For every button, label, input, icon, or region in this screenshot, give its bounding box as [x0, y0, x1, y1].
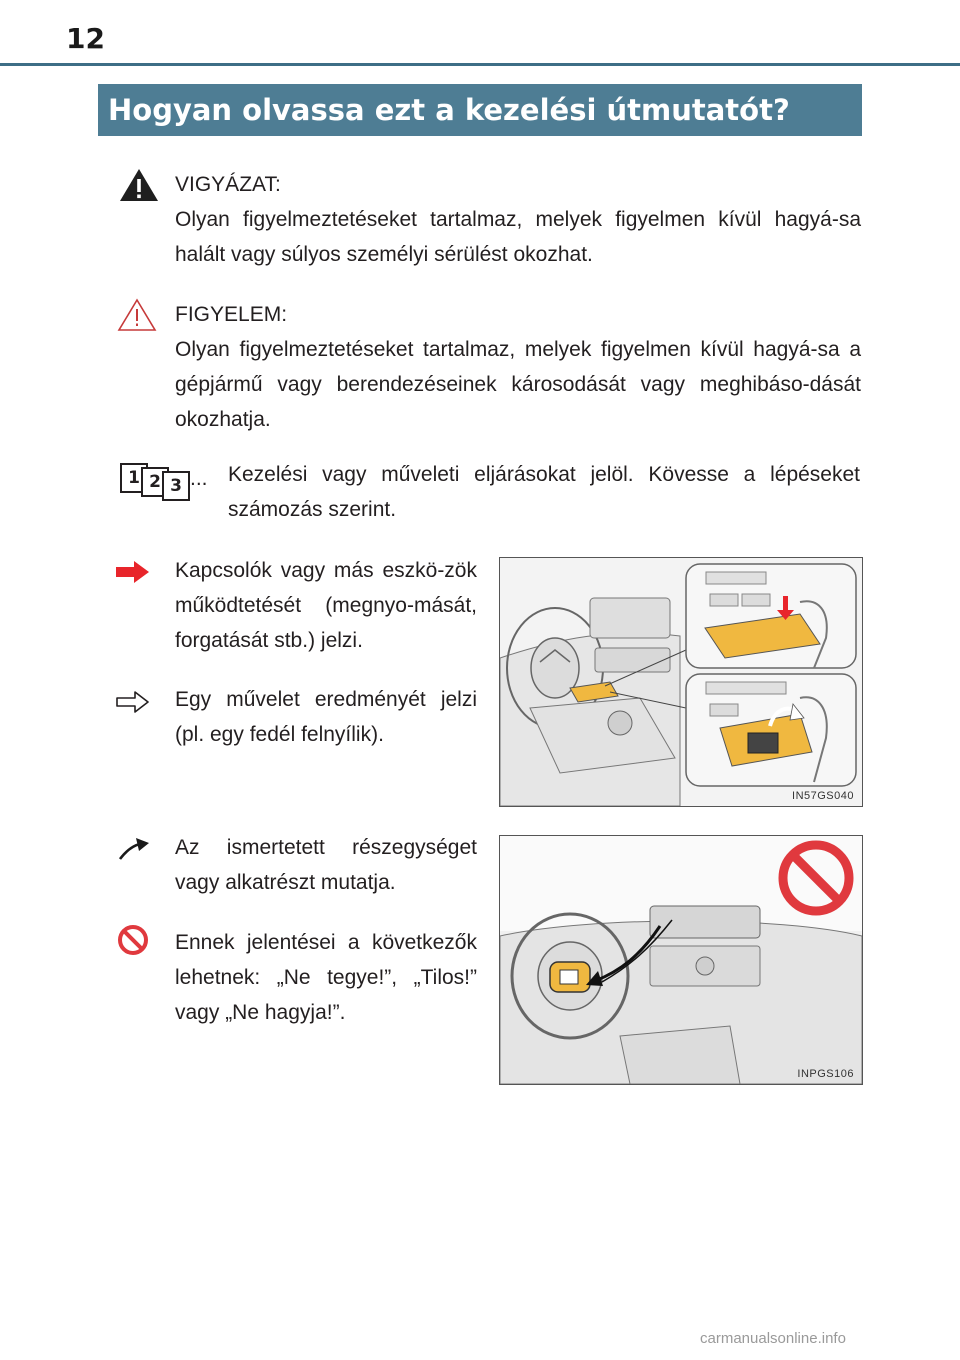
dashboard-figure-code: INPGS106	[797, 1068, 854, 1080]
section-title: Hogyan olvassa ezt a kezelési útmutatót?	[98, 84, 862, 136]
site-watermark: carmanualsonline.info	[700, 1330, 846, 1347]
caution-outline-icon	[117, 298, 157, 332]
step-badge-3: 3	[162, 471, 190, 501]
result-arrow-icon	[116, 690, 150, 714]
warning-block	[175, 167, 861, 272]
warning-filled-icon	[118, 167, 160, 203]
pointer-arrow-text: Az ismertetett részegységet vagy alkatrészt mutatja.	[175, 836, 477, 894]
prohibition-text: Ennek jelentései a következők lehetnek: „Ne tegye!”, „Tilos!” vagy „Ne hagyja!”.	[175, 931, 477, 1024]
step-badge-1: 1	[120, 463, 148, 493]
prohibition-icon	[117, 924, 149, 956]
result-arrow-text: Egy művelet eredményét jelzi (pl. egy fedél felnyílik).	[175, 688, 477, 746]
notice-text: Olyan figyelmeztetéseket tartalmaz, melyek figyelmen kívül hagyá-sa a gépjármű vagy berendezéseinek károsodását vagy meghibáso-dását okozhatja.	[175, 338, 861, 431]
warning-heading: VIGYÁZAT:	[175, 173, 281, 196]
console-drawing	[500, 558, 862, 806]
page-number: 12	[66, 22, 105, 55]
step-badge-2: 2	[141, 467, 169, 497]
operation-arrow-icon	[116, 560, 150, 584]
steps-ellipsis: ...	[190, 467, 208, 490]
steps-text: Kezelési vagy műveleti eljárásokat jelöl. Kövesse a lépéseket számozás szerint.	[228, 463, 860, 521]
console-illustration	[499, 557, 863, 807]
steps-row	[118, 457, 860, 537]
console-figure-code: IN57GS040	[792, 790, 854, 802]
dashboard-drawing	[500, 836, 862, 1084]
pointer-arrow-icon	[118, 837, 150, 861]
warning-text: Olyan figyelmeztetéseket tartalmaz, melyek figyelmen kívül hagyá-sa halált vagy súlyos személyi sérülést okozhat.	[175, 208, 861, 266]
header-rule	[0, 63, 960, 66]
notice-block	[175, 297, 861, 437]
operation-arrow-text: Kapcsolók vagy más eszkö-zök működtetését (megnyo-mását, forgatását stb.) jelzi.	[175, 559, 477, 652]
dashboard-illustration	[499, 835, 863, 1085]
notice-heading: FIGYELEM:	[175, 303, 288, 326]
